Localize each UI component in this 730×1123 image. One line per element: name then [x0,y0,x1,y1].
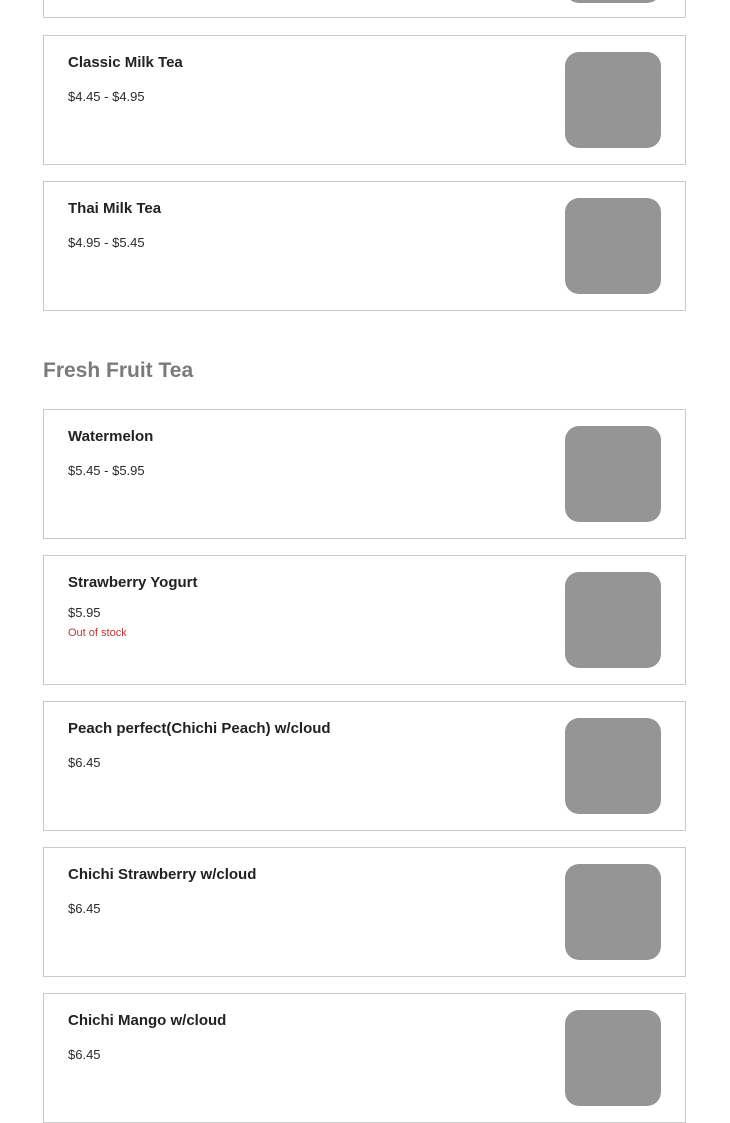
item-name: Watermelon [68,428,154,445]
item-name: Chichi Strawberry w/cloud [68,866,257,883]
item-price: $6.45 [68,901,101,916]
menu-item-card[interactable] [43,35,686,165]
item-image [565,572,661,668]
menu-item-card[interactable] [43,409,686,539]
item-image [565,52,661,148]
item-image [565,198,661,294]
menu-item-card[interactable] [43,0,686,18]
menu-item-card[interactable] [43,701,686,831]
item-image [565,718,661,814]
item-name: Chichi Mango w/cloud [68,1012,227,1029]
item-name: Classic Milk Tea [68,54,183,71]
item-price: $6.45 [68,1047,101,1062]
menu-item-card[interactable] [43,993,686,1123]
item-image [565,0,661,3]
item-image [565,1010,661,1106]
item-price: $4.45 - $4.95 [68,89,145,104]
menu-item-card[interactable] [43,555,686,685]
item-price: $5.45 - $5.95 [68,463,145,478]
menu-item-card[interactable] [43,847,686,977]
section-title: Fresh Fruit Tea [43,359,194,382]
item-name: Thai Milk Tea [68,200,162,217]
item-name: Peach perfect(Chichi Peach) w/cloud [68,720,331,737]
item-price: $4.95 - $5.45 [68,235,145,250]
out-of-stock-label: Out of stock [68,627,127,639]
item-price: $5.95 [68,605,101,620]
menu-item-card[interactable] [43,181,686,311]
item-image [565,426,661,522]
item-price: $6.45 [68,755,101,770]
item-image [565,864,661,960]
item-name: Strawberry Yogurt [68,574,198,591]
